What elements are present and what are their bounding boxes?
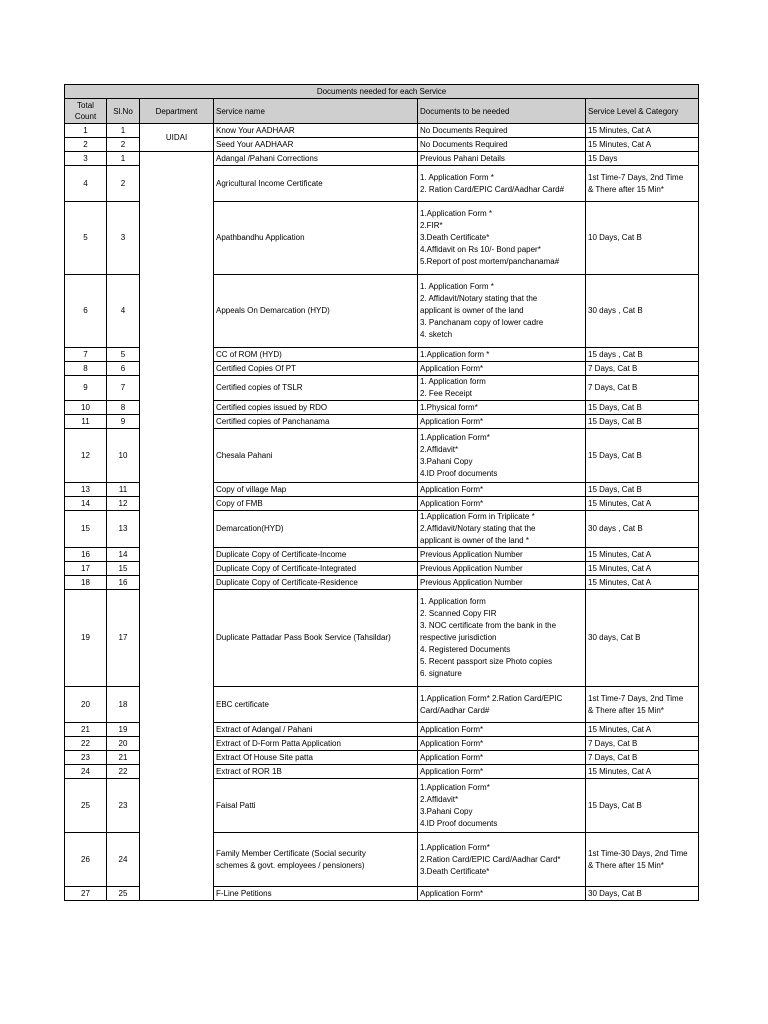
- total-count-cell: 14: [65, 497, 107, 511]
- service-name-cell: [214, 429, 418, 483]
- documents-cell-line: Application Form*: [420, 738, 484, 748]
- header-total-count: Total Count: [65, 99, 107, 124]
- service-level-cell: [586, 833, 699, 887]
- documents-cell-line: 2. Fee Receipt: [420, 389, 473, 398]
- total-count-cell: 19: [65, 590, 107, 687]
- documents-cell: [418, 348, 586, 362]
- service-level-cell-line: 30 days , Cat B: [588, 306, 643, 315]
- service-level-cell-line: 1st Time-7 Days, 2nd Time: [588, 172, 684, 182]
- sl-no-cell: 24: [107, 833, 140, 887]
- total-count-cell: 1: [65, 124, 107, 138]
- service-name-cell: [214, 152, 418, 166]
- service-level-cell: [586, 548, 699, 562]
- sl-no-cell: 1: [107, 152, 140, 166]
- service-name-cell: [214, 166, 418, 202]
- service-name-cell: [214, 275, 418, 348]
- documents-cell: [418, 152, 586, 166]
- total-count-cell: 27: [65, 887, 107, 901]
- service-level-cell: [586, 362, 699, 376]
- sl-no-cell: 18: [107, 687, 140, 723]
- total-count-cell: 25: [65, 779, 107, 833]
- service-level-cell: [586, 511, 699, 548]
- documents-cell-line: Previous Application Number: [420, 549, 523, 559]
- documents-cell: [418, 751, 586, 765]
- service-level-cell: [586, 687, 699, 723]
- service-level-cell: [586, 166, 699, 202]
- documents-cell: [418, 548, 586, 562]
- service-level-cell: [586, 348, 699, 362]
- department-cell: [140, 152, 214, 901]
- documents-cell-line: 5.Report of post mortem/panchanama#: [420, 257, 560, 266]
- documents-cell: [418, 562, 586, 576]
- service-name-cell-line: Demarcation(HYD): [216, 524, 284, 533]
- service-name-cell: [214, 833, 418, 887]
- service-name-cell-line: Certified Copies Of PT: [216, 363, 297, 373]
- documents-cell-line: 3.Death Certificate*: [420, 233, 490, 242]
- sl-no-cell: 21: [107, 751, 140, 765]
- service-level-cell-line: 15 Minutes, Cat A: [588, 724, 652, 734]
- total-count-cell: 6: [65, 275, 107, 348]
- service-level-cell: [586, 124, 699, 138]
- sl-no-cell: 7: [107, 376, 140, 401]
- service-name-cell-line: Extract of D-Form Patta Application: [216, 738, 341, 748]
- service-level-cell-line: 30 days, Cat B: [588, 633, 641, 642]
- documents-cell-line: Application Form*: [420, 416, 484, 426]
- total-count-cell: 26: [65, 833, 107, 887]
- service-name-cell-line: Chesala Pahani: [216, 450, 273, 460]
- documents-cell: [418, 362, 586, 376]
- documents-cell-line: 4.ID Proof documents: [420, 468, 498, 478]
- service-level-cell-line: 15 Minutes, Cat A: [588, 139, 652, 149]
- documents-cell-line: 3. Panchanam copy of lower cadre: [420, 318, 544, 327]
- documents-cell-line: 3.Pahani Copy: [420, 456, 473, 466]
- documents-cell-line: Application Form*: [420, 888, 484, 898]
- service-level-cell: [586, 376, 699, 401]
- documents-cell-line: Previous Pahani Details: [420, 153, 505, 163]
- documents-cell-line: Card/Aadhar Card#: [420, 705, 490, 715]
- sl-no-cell: 8: [107, 401, 140, 415]
- total-count-cell: 9: [65, 376, 107, 401]
- documents-cell-line: 1. Application Form *: [420, 282, 494, 291]
- service-level-cell-line: 15 Days, Cat B: [588, 402, 642, 412]
- service-level-cell-line: 7 Days, Cat B: [588, 383, 638, 392]
- documents-cell: [418, 166, 586, 202]
- service-name-cell-line: schemes & govt. employees / pensioners): [216, 860, 365, 870]
- department-cell: UIDAI: [140, 124, 214, 152]
- service-name-cell-line: Certified copies of TSLR: [216, 383, 303, 392]
- service-level-cell: [586, 429, 699, 483]
- service-name-cell: [214, 765, 418, 779]
- table-row: [65, 152, 699, 166]
- service-level-cell-line: & There after 15 Min*: [588, 860, 664, 870]
- documents-cell: [418, 202, 586, 275]
- total-count-cell: 23: [65, 751, 107, 765]
- documents-cell-line: applicant is owner of the land: [420, 306, 524, 315]
- service-level-cell-line: 15 Minutes, Cat A: [588, 549, 652, 559]
- documents-cell-line: 4. sketch: [420, 330, 453, 339]
- sl-no-cell: 19: [107, 723, 140, 737]
- service-name-cell: [214, 779, 418, 833]
- documents-cell-line: Application Form*: [420, 498, 484, 508]
- service-level-cell-line: 15 Days, Cat B: [588, 416, 642, 426]
- documents-cell: [418, 737, 586, 751]
- documents-cell-line: 3.Death Certificate*: [420, 866, 490, 876]
- documents-cell-line: Application Form*: [420, 484, 484, 494]
- documents-cell-line: 1.Application form *: [420, 349, 490, 359]
- documents-cell: [418, 483, 586, 497]
- service-name-cell: [214, 483, 418, 497]
- service-name-cell: [214, 202, 418, 275]
- documents-cell-line: 2.Affidavit*: [420, 444, 459, 454]
- total-count-cell: 11: [65, 415, 107, 429]
- total-count-cell: 12: [65, 429, 107, 483]
- documents-cell-line: 6. signature: [420, 669, 462, 678]
- service-level-cell: [586, 152, 699, 166]
- service-level-cell-line: 15 Minutes, Cat A: [588, 766, 652, 776]
- services-documents-table: [64, 84, 699, 901]
- service-name-cell: [214, 415, 418, 429]
- documents-cell-line: 1.Physical form*: [420, 402, 478, 412]
- service-level-cell: [586, 562, 699, 576]
- service-name-cell-line: Apathbandhu Application: [216, 233, 305, 242]
- service-name-cell-line: Certified copies issued by RDO: [216, 402, 328, 412]
- header-service-level: Service Level & Category: [586, 99, 699, 124]
- service-level-cell-line: 15 Minutes, Cat A: [588, 577, 652, 587]
- documents-cell-line: respective jurisdiction: [420, 633, 497, 642]
- service-name-cell-line: Copy of FMB: [216, 498, 263, 508]
- documents-cell-line: 2.Affidavit*: [420, 794, 459, 804]
- sl-no-cell: 15: [107, 562, 140, 576]
- sl-no-cell: 10: [107, 429, 140, 483]
- sl-no-cell: 9: [107, 415, 140, 429]
- total-count-cell: 18: [65, 576, 107, 590]
- service-name-cell-line: Extract of ROR 1B: [216, 766, 282, 776]
- total-count-cell: 2: [65, 138, 107, 152]
- documents-cell-line: 1.Application Form *: [420, 209, 493, 218]
- service-name-cell: [214, 124, 418, 138]
- service-level-cell: [586, 737, 699, 751]
- header-service-name: Service name: [214, 99, 418, 124]
- service-level-cell-line: 7 Days, Cat B: [588, 363, 638, 373]
- service-level-cell: [586, 576, 699, 590]
- service-level-cell: [586, 765, 699, 779]
- total-count-cell: 22: [65, 737, 107, 751]
- service-name-cell-line: Duplicate Pattadar Pass Book Service (Tahsildar): [216, 633, 391, 642]
- table-title-row: [65, 85, 699, 99]
- documents-cell-line: 5. Recent passport size Photo copies: [420, 657, 553, 666]
- documents-cell: [418, 765, 586, 779]
- total-count-cell: 15: [65, 511, 107, 548]
- service-name-cell: [214, 576, 418, 590]
- service-level-cell-line: 7 Days, Cat B: [588, 752, 638, 762]
- service-name-cell: [214, 497, 418, 511]
- documents-cell: [418, 590, 586, 687]
- service-name-cell-line: Adangal /Pahani Corrections: [216, 153, 318, 163]
- documents-cell-line: 1.Application Form* 2.Ration Card/EPIC: [420, 693, 563, 703]
- sl-no-cell: 25: [107, 887, 140, 901]
- documents-cell-line: 4.Affidavit on Rs 10/- Bond paper*: [420, 245, 541, 254]
- service-name-cell: [214, 590, 418, 687]
- table-header-row: [65, 99, 699, 124]
- service-level-cell-line: 30 Days, Cat B: [588, 888, 642, 898]
- documents-cell: [418, 429, 586, 483]
- sl-no-cell: 13: [107, 511, 140, 548]
- sl-no-cell: 5: [107, 348, 140, 362]
- total-count-cell: 8: [65, 362, 107, 376]
- total-count-cell: 7: [65, 348, 107, 362]
- service-name-cell-line: Extract of Adangal / Pahani: [216, 724, 313, 734]
- documents-cell: [418, 687, 586, 723]
- total-count-cell: 17: [65, 562, 107, 576]
- total-count-cell: 20: [65, 687, 107, 723]
- total-count-cell: 3: [65, 152, 107, 166]
- service-level-cell-line: 1st Time-30 Days, 2nd Time: [588, 848, 688, 858]
- service-level-cell-line: 15 Days: [588, 153, 618, 163]
- service-name-cell: [214, 687, 418, 723]
- service-name-cell-line: F-Line Petitions: [216, 888, 272, 898]
- service-level-cell-line: & There after 15 Min*: [588, 705, 664, 715]
- service-name-cell-line: CC of ROM (HYD): [216, 349, 282, 359]
- sl-no-cell: 11: [107, 483, 140, 497]
- documents-cell: [418, 138, 586, 152]
- service-level-cell: [586, 751, 699, 765]
- service-name-cell: [214, 562, 418, 576]
- documents-cell-line: applicant is owner of the land *: [420, 536, 529, 545]
- sl-no-cell: 22: [107, 765, 140, 779]
- documents-cell-line: 3.Pahani Copy: [420, 806, 473, 816]
- documents-cell: [418, 833, 586, 887]
- sl-no-cell: 3: [107, 202, 140, 275]
- documents-cell-line: Previous Application Number: [420, 577, 523, 587]
- service-name-cell: [214, 362, 418, 376]
- documents-cell-line: Application Form*: [420, 363, 484, 373]
- documents-cell: [418, 497, 586, 511]
- service-name-cell-line: Faisal Patti: [216, 800, 256, 810]
- service-level-cell: [586, 887, 699, 901]
- service-level-cell-line: 15 Days, Cat B: [588, 800, 642, 810]
- total-count-cell: 13: [65, 483, 107, 497]
- service-name-cell: [214, 376, 418, 401]
- service-name-cell: [214, 737, 418, 751]
- documents-cell-line: 1.Application Form*: [420, 842, 490, 852]
- documents-cell: [418, 779, 586, 833]
- documents-cell: [418, 376, 586, 401]
- service-level-cell-line: 15 Days, Cat B: [588, 484, 642, 494]
- table-row: [65, 124, 699, 138]
- service-level-cell-line: & There after 15 Min*: [588, 184, 664, 194]
- total-count-cell: 21: [65, 723, 107, 737]
- documents-cell: [418, 415, 586, 429]
- service-level-cell-line: 1st Time-7 Days, 2nd Time: [588, 693, 684, 703]
- sl-no-cell: 2: [107, 138, 140, 152]
- service-level-cell: [586, 497, 699, 511]
- total-count-cell: 5: [65, 202, 107, 275]
- documents-cell-line: No Documents Required: [420, 139, 508, 149]
- documents-cell: [418, 275, 586, 348]
- service-level-cell-line: 15 Days, Cat B: [588, 450, 642, 460]
- documents-cell-line: 2. Scanned Copy FIR: [420, 609, 497, 618]
- total-count-cell: 24: [65, 765, 107, 779]
- documents-cell-line: Application Form*: [420, 752, 484, 762]
- documents-cell-line: 1.Application Form*: [420, 432, 490, 442]
- documents-cell-line: 2.Affidavit/Notary stating that the: [420, 524, 536, 533]
- service-level-cell: [586, 275, 699, 348]
- documents-cell-line: Application Form*: [420, 766, 484, 776]
- service-name-cell: [214, 401, 418, 415]
- documents-cell-line: 2.Ration Card/EPIC Card/Aadhar Card*: [420, 854, 561, 864]
- documents-cell-line: 2. Affidavit/Notary stating that the: [420, 294, 538, 303]
- total-count-cell: 16: [65, 548, 107, 562]
- service-level-cell: [586, 415, 699, 429]
- service-name-cell: [214, 548, 418, 562]
- sl-no-cell: 6: [107, 362, 140, 376]
- documents-cell-line: 3. NOC certificate from the bank in the: [420, 621, 557, 630]
- service-name-cell: [214, 138, 418, 152]
- documents-cell: [418, 124, 586, 138]
- documents-cell: [418, 401, 586, 415]
- service-name-cell: [214, 751, 418, 765]
- service-level-cell-line: 30 days , Cat B: [588, 524, 643, 533]
- documents-cell: [418, 723, 586, 737]
- documents-cell-line: 1.Application Form*: [420, 782, 490, 792]
- documents-cell-line: 4. Registered Documents: [420, 645, 511, 654]
- sl-no-cell: 14: [107, 548, 140, 562]
- service-level-cell-line: 10 Days, Cat B: [588, 233, 642, 242]
- service-name-cell-line: Duplicate Copy of Certificate-Residence: [216, 577, 358, 587]
- service-level-cell-line: 15 Minutes, Cat A: [588, 498, 652, 508]
- documents-cell: [418, 511, 586, 548]
- total-count-cell: 10: [65, 401, 107, 415]
- service-level-cell: [586, 483, 699, 497]
- service-name-cell: [214, 511, 418, 548]
- service-level-cell: [586, 779, 699, 833]
- header-documents: Documents to be needed: [418, 99, 586, 124]
- sl-no-cell: 12: [107, 497, 140, 511]
- table-title: Documents needed for each Service: [65, 85, 699, 99]
- service-level-cell-line: 15 Minutes, Cat A: [588, 563, 652, 573]
- service-level-cell: [586, 138, 699, 152]
- service-name-cell: [214, 723, 418, 737]
- documents-cell: [418, 576, 586, 590]
- service-level-cell: [586, 202, 699, 275]
- service-name-cell-line: Agricultural Income Certificate: [216, 178, 323, 188]
- service-name-cell-line: Seed Your AADHAAR: [216, 139, 294, 149]
- documents-cell-line: No Documents Required: [420, 125, 508, 135]
- service-level-cell: [586, 590, 699, 687]
- documents-cell-line: 2.FIR*: [420, 221, 443, 230]
- sl-no-cell: 20: [107, 737, 140, 751]
- service-name-cell-line: Family Member Certificate (Social security: [216, 848, 366, 858]
- documents-cell: [418, 887, 586, 901]
- service-level-cell-line: 7 Days, Cat B: [588, 738, 638, 748]
- sl-no-cell: 17: [107, 590, 140, 687]
- service-name-cell: [214, 348, 418, 362]
- sl-no-cell: 16: [107, 576, 140, 590]
- documents-cell-line: 1. Application Form *: [420, 172, 494, 182]
- service-name-cell-line: Appeals On Demarcation (HYD): [216, 306, 330, 315]
- header-sl-no: Sl.No: [107, 99, 140, 124]
- service-name-cell-line: Certified copies of Panchanama: [216, 416, 330, 426]
- documents-cell-line: 4.ID Proof documents: [420, 818, 498, 828]
- sl-no-cell: 4: [107, 275, 140, 348]
- service-name-cell-line: Extract Of House Site patta: [216, 752, 313, 762]
- service-name-cell-line: EBC certificate: [216, 699, 269, 709]
- documents-cell-line: Application Form*: [420, 724, 484, 734]
- service-name-cell-line: Copy of village Map: [216, 484, 287, 494]
- service-name-cell-line: Know Your AADHAAR: [216, 125, 295, 135]
- documents-cell-line: 1. Application form: [420, 377, 486, 386]
- service-level-cell: [586, 401, 699, 415]
- documents-cell-line: 2. Ration Card/EPIC Card/Aadhar Card#: [420, 184, 565, 194]
- header-department: Department: [140, 99, 214, 124]
- service-level-cell: [586, 723, 699, 737]
- sl-no-cell: 23: [107, 779, 140, 833]
- total-count-cell: 4: [65, 166, 107, 202]
- sl-no-cell: 1: [107, 124, 140, 138]
- service-level-cell-line: 15 Minutes, Cat A: [588, 125, 652, 135]
- service-level-cell-line: 15 days , Cat B: [588, 349, 643, 359]
- sl-no-cell: 2: [107, 166, 140, 202]
- service-name-cell-line: Duplicate Copy of Certificate-Integrated: [216, 563, 357, 573]
- service-name-cell-line: Duplicate Copy of Certificate-Income: [216, 549, 347, 559]
- documents-cell-line: Previous Application Number: [420, 563, 523, 573]
- service-name-cell: [214, 887, 418, 901]
- documents-cell-line: 1. Application form: [420, 597, 486, 606]
- documents-cell-line: 1.Application Form in Triplicate *: [420, 512, 535, 521]
